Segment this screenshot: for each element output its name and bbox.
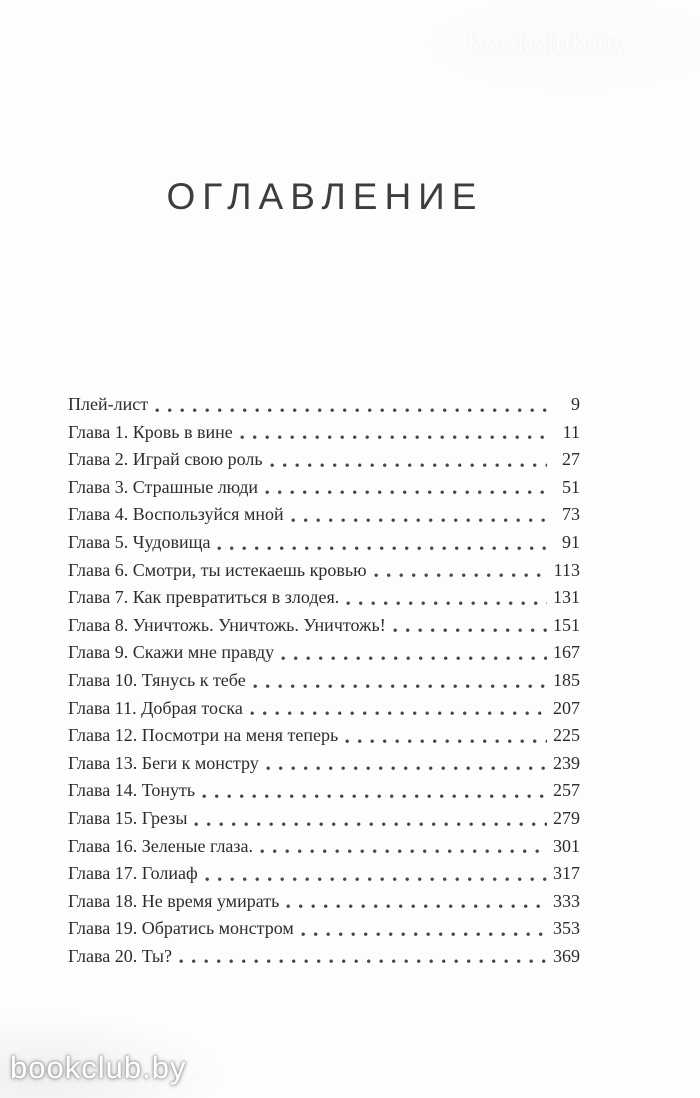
toc-entry-page: 301 (553, 835, 580, 856)
dot-leader (202, 794, 547, 800)
toc-entry-label: Глава 14. Тонуть (68, 780, 196, 801)
toc-entry-page: 257 (553, 780, 580, 801)
dot-leader (179, 959, 547, 965)
dot-leader (270, 463, 547, 469)
toc-entry-label: Глава 20. Ты? (68, 945, 172, 966)
toc-entry-label: Глава 19. Обратись монстром (68, 918, 294, 939)
toc-entry-page: 167 (553, 642, 580, 663)
toc-entry (68, 750, 580, 778)
toc-entry-label: Глава 9. Скажи мне правду (68, 642, 275, 663)
toc-entry-page: 207 (553, 697, 580, 718)
toc-entry-page: 51 (562, 476, 580, 497)
toc-entry (68, 915, 580, 943)
dot-leader (301, 932, 547, 938)
toc-entry (68, 419, 580, 447)
toc-entry-page: 225 (553, 725, 580, 746)
toc-entry (68, 474, 580, 502)
toc-entry-label: Глава 12. Посмотри на меня теперь (68, 725, 339, 746)
dot-leader (205, 877, 547, 883)
dot-leader (291, 518, 547, 524)
dot-leader (194, 822, 547, 828)
toc-entry-label: Глава 8. Уничтожь. Уничтожь. Уничтожь! (68, 614, 386, 635)
toc-entry-label: Глава 3. Страшные люди (68, 476, 259, 497)
page-content (68, 0, 582, 218)
toc-entry-label: Глава 4. Воспользуйся мной (68, 504, 284, 525)
toc-entry (68, 722, 580, 750)
dot-leader (260, 849, 547, 855)
toc-entry-page: 9 (571, 394, 580, 414)
toc-entry-label: Глава 1. Кровь в вине (68, 421, 233, 442)
dot-leader (240, 435, 547, 441)
dot-leader (281, 656, 547, 662)
toc-entry (68, 777, 580, 805)
dot-leader (253, 684, 547, 690)
toc-entry (68, 612, 580, 640)
toc-entry-page: 73 (562, 504, 580, 525)
toc-entry (68, 584, 580, 612)
toc-entry-label: Глава 18. Не время умирать (68, 890, 280, 911)
toc-entry (68, 639, 580, 667)
toc-entry (68, 695, 580, 723)
toc-entry-page: 91 (562, 531, 580, 552)
toc-entry-label: Глава 7. Как превратиться в злодея. (68, 587, 340, 608)
toc-entry-label: Глава 11. Добрая тоска (68, 697, 243, 718)
toc-entry-page: 185 (553, 669, 580, 690)
toc-entry-page: 239 (553, 752, 580, 773)
toc-entry-label: Глава 16. Зеленые глаза. (68, 835, 254, 856)
toc-entry-label: Глава 17. Голиаф (68, 863, 198, 884)
watermark: bookclub.by (10, 1050, 187, 1085)
dot-leader (345, 739, 547, 745)
dot-leader (374, 573, 547, 579)
toc-entry (68, 833, 580, 861)
dot-leader (266, 766, 547, 772)
toc-entry (68, 501, 580, 529)
toc-entry-page: 27 (562, 449, 580, 470)
toc-entry (68, 529, 580, 557)
toc-entry-label: Глава 5. Чудовища (68, 531, 211, 552)
page-title: ОГЛАВЛЕНИЕ (166, 176, 484, 217)
toc-list (68, 391, 580, 970)
toc-entry (68, 888, 580, 916)
toc-entry-page: 369 (553, 945, 580, 966)
toc-entry (68, 860, 580, 888)
toc-entry-page: 317 (553, 863, 580, 884)
dot-leader (393, 628, 547, 634)
toc-entry-label: Плей-лист (68, 394, 149, 414)
toc-entry (68, 446, 580, 474)
toc-entry (68, 943, 580, 971)
toc-entry (68, 805, 580, 833)
watermark-faint: bookclub.by (468, 28, 629, 59)
toc-entry-page: 11 (562, 421, 580, 442)
toc-entry (68, 391, 580, 419)
dot-leader (346, 601, 547, 607)
toc-entry-page: 113 (553, 559, 580, 580)
toc-entry-label: Глава 15. Грезы (68, 807, 188, 828)
dot-leader (217, 546, 547, 552)
dot-leader (265, 490, 547, 496)
toc-entry-label: Глава 6. Смотри, ты истекаешь кровью (68, 559, 367, 580)
dot-leader (155, 408, 547, 414)
toc-entry (68, 667, 580, 695)
toc-entry-label: Глава 2. Играй свою роль (68, 449, 263, 470)
dot-leader (250, 711, 547, 717)
toc-entry-page: 333 (553, 890, 580, 911)
toc-entry-page: 279 (553, 807, 580, 828)
toc-entry-page: 131 (553, 587, 580, 608)
toc-entry (68, 557, 580, 585)
toc-entry-label: Глава 13. Беги к монстру (68, 752, 259, 773)
toc-entry-label: Глава 10. Тянусь к тебе (68, 669, 246, 690)
toc-entry-page: 151 (553, 614, 580, 635)
dot-leader (286, 904, 547, 910)
toc-entry-page: 353 (553, 918, 580, 939)
